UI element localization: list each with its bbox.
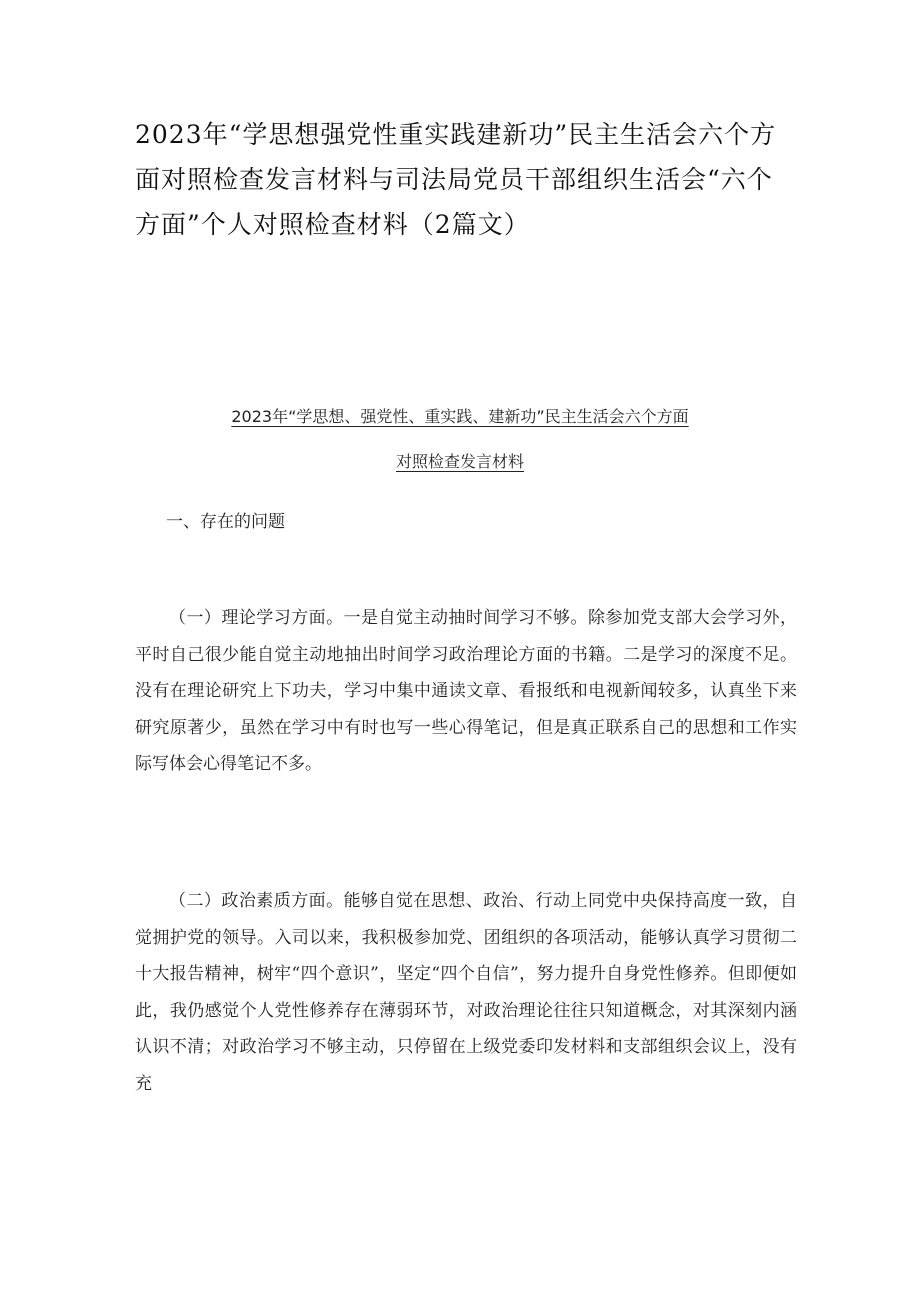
- paragraph-theory-study: （一）理论学习方面。一是自觉主动抽时间学习不够。除参加党支部大会学习外，平时自己很少能自觉主动地抽出时间学习政治理论方面的书籍。二是学习的深度不足。没有在理论研究上下功夫，学习中集中通读文章、看报纸和电视新闻较多，认真坐下来研究原著少，虽然在学习中有时也写一些心得笔记，但是真正联系自己的思想和工作实际写体会心得笔记不多。: [135, 608, 797, 774]
- document-title: 2023年“学思想强党性重实践建新功”民主生活会六个方面对照检查发言材料与司法局党员干部组织生活会“六个方面”个人对照检查材料（2篇文）: [135, 120, 777, 239]
- heading-existing-problems: 一、存在的问题: [166, 512, 285, 532]
- paragraph-political-quality: （二）政治素质方面。能够自觉在思想、政治、行动上同党中央保持高度一致，自觉拥护党的领导。入司以来，我积极参加党、团组织的各项活动，能够认真学习贯彻二十大报告精神，树牢“四个意识”，坚定“四个自信”，努力提升自身党性修养。但即便如此，我仍感觉个人党性修养存在薄弱环节，对政治理论往往只知道概念，对其深刻内涵认识不清；对政治学习不够主动，只停留在上级党委印发材料和支部组织会议上，没有充: [135, 891, 797, 1094]
- section-title-line-1: 2023年“学思想、强党性、重实践、建新功”民主生活会六个方面: [231, 407, 689, 426]
- section-title-line-2: 对照检查发言材料: [395, 452, 524, 471]
- section-title: [150, 402, 770, 476]
